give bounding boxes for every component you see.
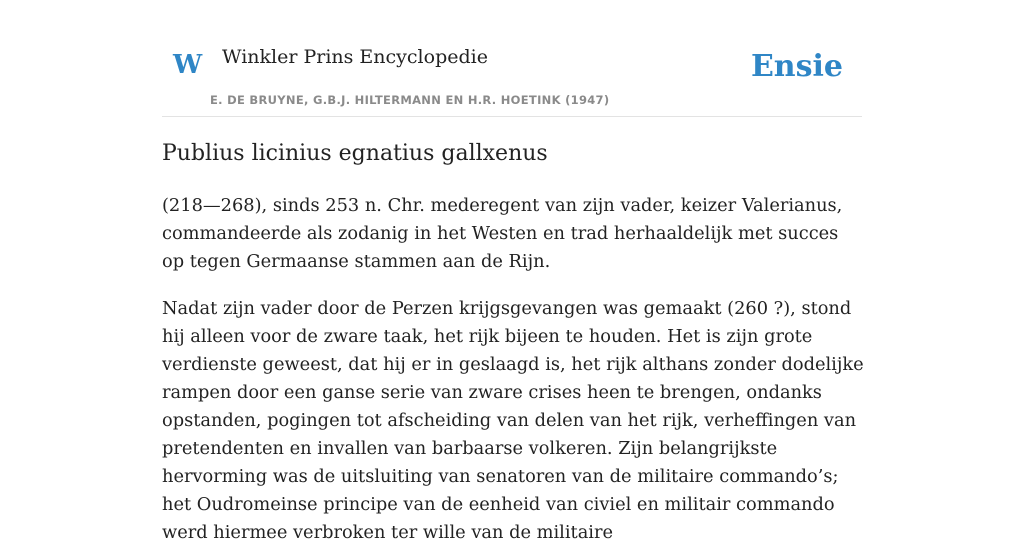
site-title[interactable]: Winkler Prins Encyclopedie: [222, 46, 488, 68]
article: [162, 138, 864, 547]
site-logo-icon[interactable]: W: [173, 50, 203, 80]
article-paragraph: (218—268), sinds 253 n. Chr. mederegent van zijn vader, keizer Valerianus, commandeerde als zodanig in het Westen en trad herhaaldelijk met succes op tegen Germaanse stammen aan de Rijn.: [162, 195, 843, 272]
article-title: Publius licinius egnatius gallxenus: [162, 141, 548, 166]
authors-byline: E. DE BRUYNE, G.B.J. HILTERMANN EN H.R. HOETINK (1947): [210, 93, 610, 107]
article-paragraph: Nadat zijn vader door de Perzen krijgsgevangen was gemaakt (260 ?), stond hij alleen voor de zware taak, het rijk bijeen te houden. Het is zijn grote verdienste geweest, dat hij er in geslaagd is, het rijk althans zonder dodelijke rampen door een ganse serie van zware crises heen te brengen, ondanks opstanden, pogingen tot afscheiding van delen van het rijk, verheffingen van pretendenten en invallen van barbaarse volkeren. Zijn belangrijkste hervorming was de uitsluiting van senatoren van de militaire commando’s; het Oudromeinse principe van de eenheid van civiel en militair commando werd hiermee verbroken ter wille van de militaire: [162, 298, 864, 543]
brand-logo[interactable]: Ensie: [750, 49, 843, 84]
site-header: [162, 0, 862, 117]
